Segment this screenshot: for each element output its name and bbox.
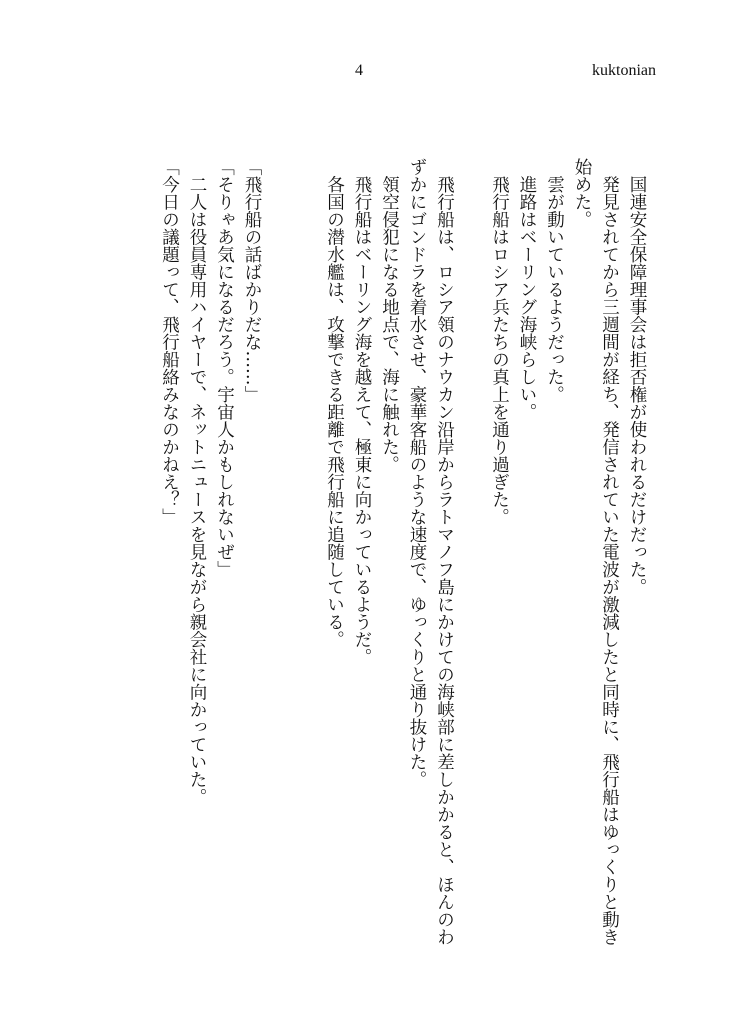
text-line: 二人は役員専用ハイヤーで、ネットニュースを見ながら親会社に向かっていた。: [187, 158, 207, 806]
blank-line: [265, 158, 293, 898]
text-line: 国連安全保障理事会は拒否権が使われるだけだった。: [627, 158, 647, 596]
text-line: 飛行船はロシア兵たちの真上を通り過ぎた。: [489, 158, 510, 526]
blank-line: [293, 158, 321, 898]
author-name: kuktonian: [592, 62, 656, 79]
text-line: ずかにゴンドラを着水させ、豪華客船のような速度で、ゆっくりと通り抜けた。: [407, 158, 427, 788]
novel-body-text: [155, 158, 650, 946]
text-line: 進路はベーリング海峡らしい。: [517, 158, 537, 421]
text-line: 飛行船は、ロシア領のナウカン沿岸からラトマノフ島にかけての海峡部に差しかかると、ほんのわ: [434, 158, 455, 946]
page-number: 4: [355, 62, 363, 79]
text-line: 始めた。: [572, 158, 592, 228]
blank-line: [458, 158, 486, 898]
dialogue-line: 「今日の議題って、飛行船絡みなのかねえ？」: [159, 158, 180, 526]
text-line: 飛行船はベーリング海を越えて、極東に向かっているようだ。: [352, 158, 372, 666]
text-line: 発見されてから三週間が経ち、発信されていた電波が激減したと同時に、飛行船はゆっくりと動き: [599, 158, 620, 946]
dialogue-line: 「そりゃあ気になるだろう。宇宙人かもしれないぜ」: [214, 158, 235, 578]
text-line: 雲が動いているようだった。: [544, 158, 565, 403]
text-line: 各国の潜水艦は、攻撃できる距離で飛行船に追随している。: [324, 158, 345, 648]
text-line: 領空侵犯になる地点で、海に触れた。: [379, 158, 400, 473]
dialogue-line: 「飛行船の話ばかりだな……」: [242, 158, 262, 403]
